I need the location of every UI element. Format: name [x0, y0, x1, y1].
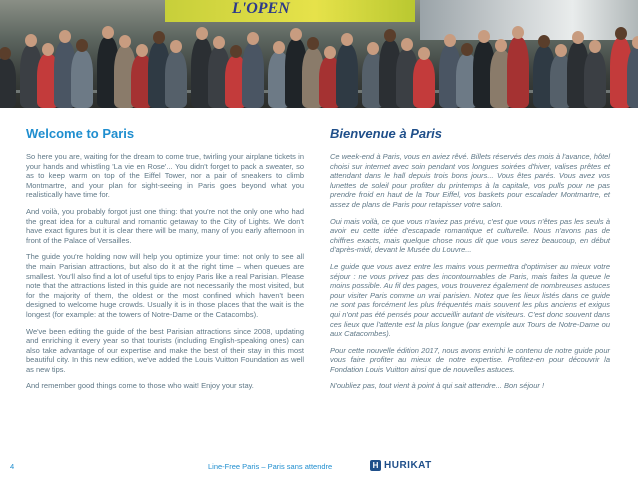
person-head	[290, 28, 302, 41]
person-head	[384, 29, 396, 42]
person-silhouette	[336, 44, 358, 108]
person-head	[495, 39, 507, 52]
header-photo-crowd	[0, 0, 638, 108]
english-paragraph: So here you are, waiting for the dream to come true, twirling your airplane tickets in your hands and whistling 'La vie en Rose'... You didn't forget to pack a sweater, so as to keep warm on top of the Eiffel Tower, nor a pair of sneakers to climb Montmartre, and your plan for sight-seeing in Paris goes beyond what you realistically have time for.	[26, 152, 304, 200]
french-paragraph: Pour cette nouvelle édition 2017, nous avons enrichi le contenu de notre guide pour vous faire profiter au mieux de notre expertise. Profitez-en pour découvrir la Fondation Louis Vuitton ainsi que de nouvelles astuces.	[330, 345, 610, 374]
person-silhouette	[413, 58, 435, 108]
person-head	[42, 43, 54, 56]
french-paragraph: Ce week-end à Paris, vous en aviez rêvé. Billets réservés des mois à l'avance, hôtel choisi sur internet avec soin pendant vos longues soirées d'hiver, valises prêtes et attendant dans le hall depuis trois bons jours... Vous êtes parés. Vous avez vos lunettes de soleil pour profiter du printemps à la capitale, vos pulls pour ne pas prendre froid en haut de la Tour Eiffel, vos baskets pour escalader Montmartre, et assez de plans de Paris pour retapisser votre salon.	[330, 152, 610, 209]
person-head	[136, 44, 148, 57]
person-head	[589, 40, 601, 53]
person-head	[25, 34, 37, 47]
english-paragraph: And voilà, you probably forgot just one thing: that you're not the only one who had the great idea for a cultural and romantic getaway to the City of Lights. We don't have exact figures but it is clear there will be many, many of you early afternoon in front of the Palace of Versailles.	[26, 206, 304, 245]
logo-mark-icon: H	[370, 460, 381, 471]
french-column	[330, 126, 610, 398]
person-silhouette	[165, 51, 187, 108]
person-head	[512, 26, 524, 39]
french-paragraph: Oui mais voilà, ce que vous n'aviez pas prévu, c'est que vous n'êtes pas les seuls à avoir eu cette idée d'escapade romantique et culturelle. Nous n'avons pas de chiffres exacts, mais quelque chose nous dit que vous serez beaucoup, en début d'après-midi, devant le Musée du Louvre...	[330, 216, 610, 255]
person-head	[341, 33, 353, 46]
person-head	[307, 37, 319, 50]
french-paragraph: N'oubliez pas, tout vient à point à qui sait attendre... Bon séjour !	[330, 381, 545, 391]
person-head	[401, 38, 413, 51]
english-paragraph: And remember good things come to those who wait! Enjoy your stay.	[26, 381, 254, 391]
hurikat-logo	[370, 459, 432, 471]
person-head	[615, 27, 627, 40]
person-head	[153, 31, 165, 44]
person-head	[324, 46, 336, 59]
person-head	[538, 35, 550, 48]
person-silhouette	[242, 43, 264, 108]
person-silhouette	[627, 47, 638, 108]
english-title: Welcome to Paris	[26, 126, 135, 141]
person-silhouette	[584, 51, 606, 108]
english-paragraph: The guide you're holding now will help you optimize your time: not only to see all the main Parisian attractions, but also do it at the right time – when queues are smallest. You'll also find a lot of useful tips to enjoy Paris like a real Parisian. Please note that the attractions listed in this guide are not necessarily the most visited, but for the majority of them, the oldest or the most confined which haven't been designed to welcome huge crowds. Usually it is in those places that the wait is the longest (for example: at the towers of Notre-Dame or the Catacombs).	[26, 252, 304, 319]
person-silhouette	[0, 58, 16, 108]
french-paragraph: Le guide que vous avez entre les mains vous permettra d'optimiser au mieux votre séjour : ne vous privez pas des incontournables de Paris, mais faites la queue le moins possible. Au fil des pages, vous trouverez également de nombreuses astuces pour visiter Paris comme un vrai parisien. Notez que les lieux listés dans ce guide ne sont pas forcément les plus fréquentés mais souvent les plus anciens et exigus qui n'ont pas été pensés pour accueillir autant de visiteurs. C'est donc souvent dans ces lieux que l'attente est la plus longue (par exemple aux Tours de Notre-Dame ou aux Catacombes).	[330, 261, 610, 339]
person-head	[555, 44, 567, 57]
person-silhouette	[71, 50, 93, 108]
person-head	[418, 47, 430, 60]
person-head	[572, 31, 584, 44]
person-head	[213, 36, 225, 49]
person-head	[247, 32, 259, 45]
person-head	[102, 26, 114, 39]
french-title: Bienvenue à Paris	[330, 126, 442, 141]
person-head	[196, 27, 208, 40]
page-number: 4	[10, 462, 15, 471]
person-head	[478, 30, 490, 43]
person-head	[59, 30, 71, 43]
person-head	[632, 36, 638, 49]
english-paragraph: We've been editing the guide of the best Parisian attractions since 2008, updating and enriching it every year so that tourists (including English-speaking ones) can also take advantage of our expertise and make the best of their stay in this most beautiful city. In this new edition, we've added the Louis Vuitton Foundation as well as new tips.	[26, 326, 304, 374]
person-silhouette	[507, 37, 529, 108]
person-head	[273, 41, 285, 54]
footer-caption: Line-Free Paris – Paris sans attendre	[208, 462, 333, 471]
banner-sign-text: L'OPEN	[232, 0, 290, 17]
logo-text: HURIKAT	[384, 459, 432, 471]
person-head	[230, 45, 242, 58]
banner-sign	[165, 0, 415, 22]
person-head	[76, 39, 88, 52]
person-head	[444, 34, 456, 47]
person-head	[170, 40, 182, 53]
person-head	[367, 42, 379, 55]
person-head	[119, 35, 131, 48]
person-head	[461, 43, 473, 56]
english-column	[26, 126, 304, 398]
